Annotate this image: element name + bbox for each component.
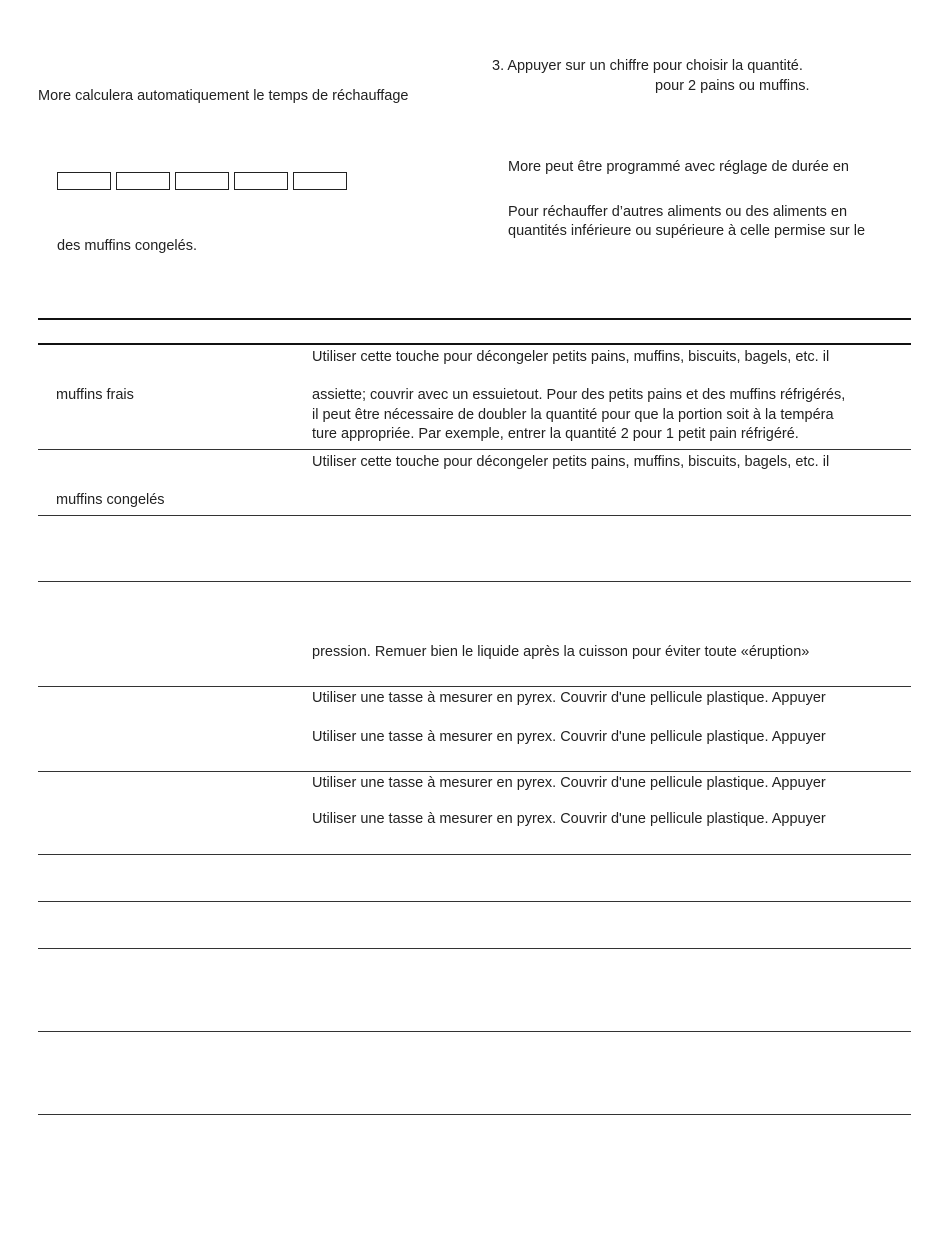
row-text: Utiliser une tasse à mesurer en pyrex. Couvrir d'une pellicule plastique. Appuyer xyxy=(312,811,826,827)
row-divider xyxy=(38,581,911,582)
table-top-rule xyxy=(38,318,911,320)
reheat-note-line2: quantités inférieure ou supérieure à celle permise sur le xyxy=(508,223,866,239)
row-divider xyxy=(38,771,911,772)
row-text: Utiliser une tasse à mesurer en pyrex. Couvrir d'une pellicule plastique. Appuyer xyxy=(312,775,826,791)
row-divider xyxy=(38,449,911,450)
row-divider xyxy=(38,515,911,516)
row-divider xyxy=(38,948,911,949)
row-text: pression. Remuer bien le liquide après la cuisson pour éviter toute «éruption» xyxy=(312,644,810,660)
row-label-frozen-muffins: muffins congelés xyxy=(56,492,165,508)
display-segment xyxy=(293,172,347,190)
step-3-text: 3. Appuyer sur un chiffre pour choisir la quantité. xyxy=(492,58,803,74)
table-header-rule xyxy=(38,343,911,345)
row-text: Utiliser une tasse à mesurer en pyrex. Couvrir d'une pellicule plastique. Appuyer xyxy=(312,690,826,706)
row-divider xyxy=(38,1031,911,1032)
row-divider xyxy=(38,901,911,902)
row-text: Utiliser cette touche pour décongeler petits pains, muffins, biscuits, bagels, etc. il xyxy=(312,349,830,365)
display-segment xyxy=(116,172,170,190)
row-text: ture appropriée. Par exemple, entrer la quantité 2 pour 1 petit pain réfrigéré. xyxy=(312,426,799,442)
row-text: Utiliser une tasse à mesurer en pyrex. Couvrir d'une pellicule plastique. Appuyer xyxy=(312,729,826,745)
intro-text: More calculera automatiquement le temps de réchauffage xyxy=(38,88,409,104)
reheat-note-line1: Pour réchauffer d’autres aliments ou des aliments en xyxy=(508,204,848,220)
display-segment xyxy=(234,172,288,190)
row-text: il peut être nécessaire de doubler la quantité pour que la portion soit à la tempéra xyxy=(312,407,834,423)
row-divider xyxy=(38,686,911,687)
row-label-fresh-muffins: muffins frais xyxy=(56,387,134,403)
step-3-cont: pour 2 pains ou muffins. xyxy=(655,78,810,94)
row-divider xyxy=(38,1114,911,1115)
display-segment xyxy=(175,172,229,190)
intro-text-cont: des muffins congelés. xyxy=(57,238,197,254)
row-text: Utiliser cette touche pour décongeler petits pains, muffins, biscuits, bagels, etc. il xyxy=(312,454,830,470)
row-divider xyxy=(38,854,911,855)
display-segment xyxy=(57,172,111,190)
row-text: assiette; couvrir avec un essuietout. Pour des petits pains et des muffins réfrigérés, xyxy=(312,387,846,403)
program-note: More peut être programmé avec réglage de durée en xyxy=(508,159,849,175)
